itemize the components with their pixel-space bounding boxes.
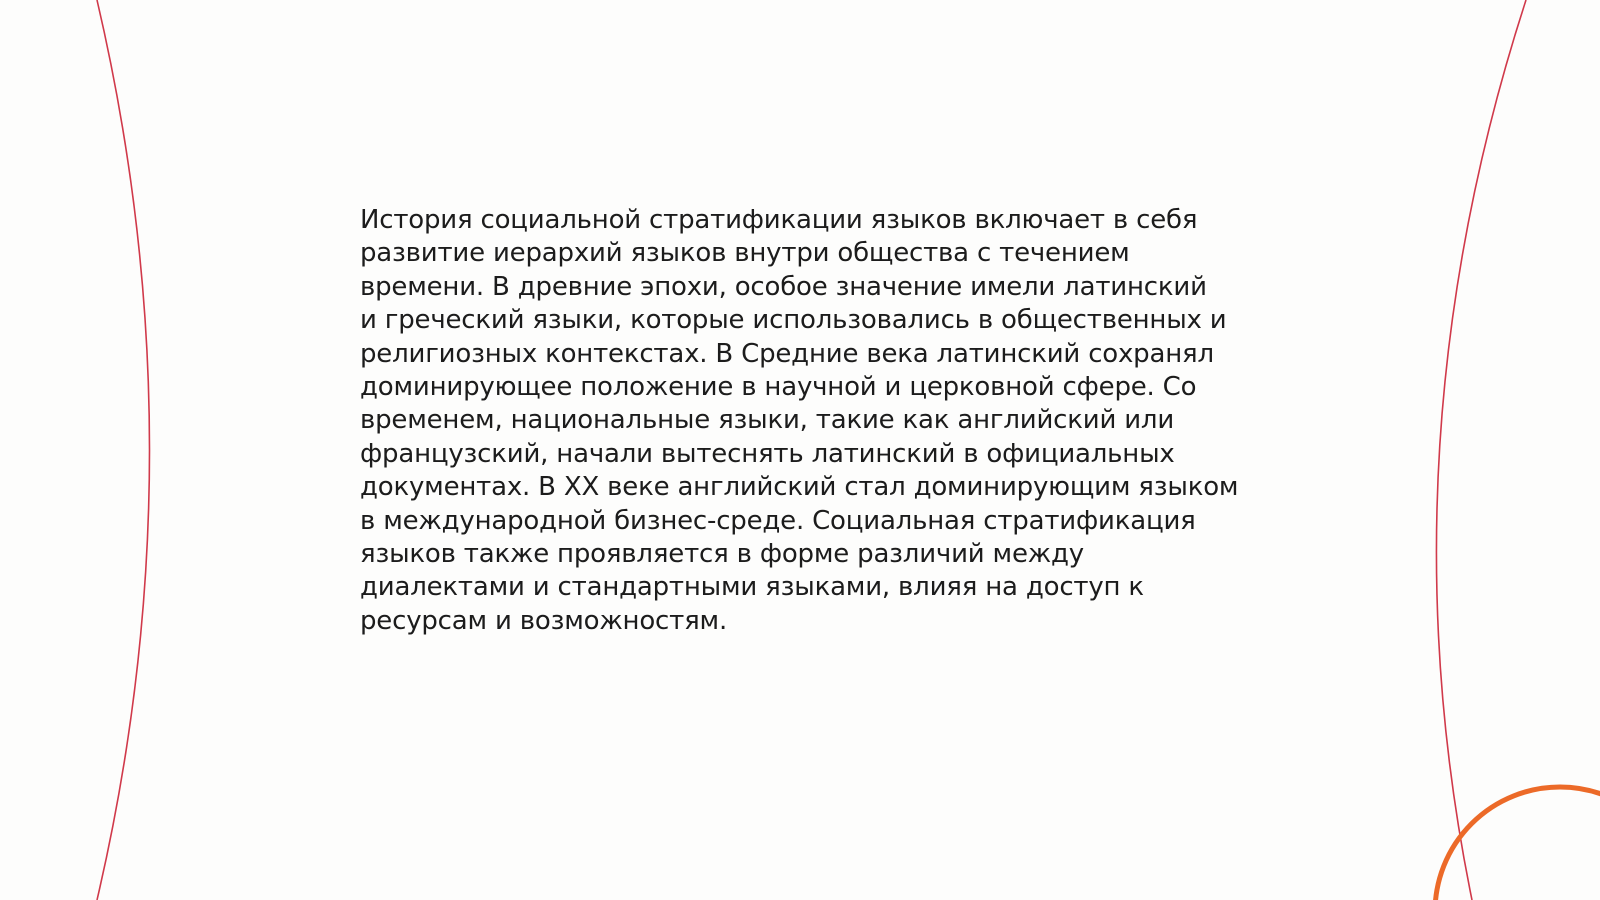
body-line: развитие иерархий языков внутри общества с течением (360, 238, 1130, 269)
body-line: религиозных контекстах. В Средние века латинский сохранял (360, 338, 1214, 369)
accent-circle (1435, 787, 1600, 900)
body-line: доминирующее положение в научной и церковной сфере. Со (360, 372, 1197, 403)
body-line: и греческий языки, которые использовались в общественных и (360, 305, 1227, 336)
body-line: временем, национальные языки, такие как английский или (360, 405, 1175, 436)
body-line: в международной бизнес-среде. Социальная стратификация (360, 505, 1196, 536)
body-line: диалектами и стандартными языками, влияя на доступ к (360, 572, 1144, 603)
body-line: языков также проявляется в форме различий между (360, 539, 1084, 570)
body-line: французский, начали вытеснять латинский в официальных (360, 438, 1175, 469)
left-curve-line (97, 0, 150, 900)
body-paragraph (360, 204, 1260, 638)
body-line: времени. В древние эпохи, особое значение имели латинский (360, 271, 1207, 302)
body-line: ресурсам и возможностям. (360, 605, 728, 636)
body-line: История социальной стратификации языков включает в себя (360, 205, 1198, 235)
body-line: документах. В XX веке английский стал доминирующим языком (360, 472, 1239, 503)
right-curve-line (1436, 0, 1526, 900)
